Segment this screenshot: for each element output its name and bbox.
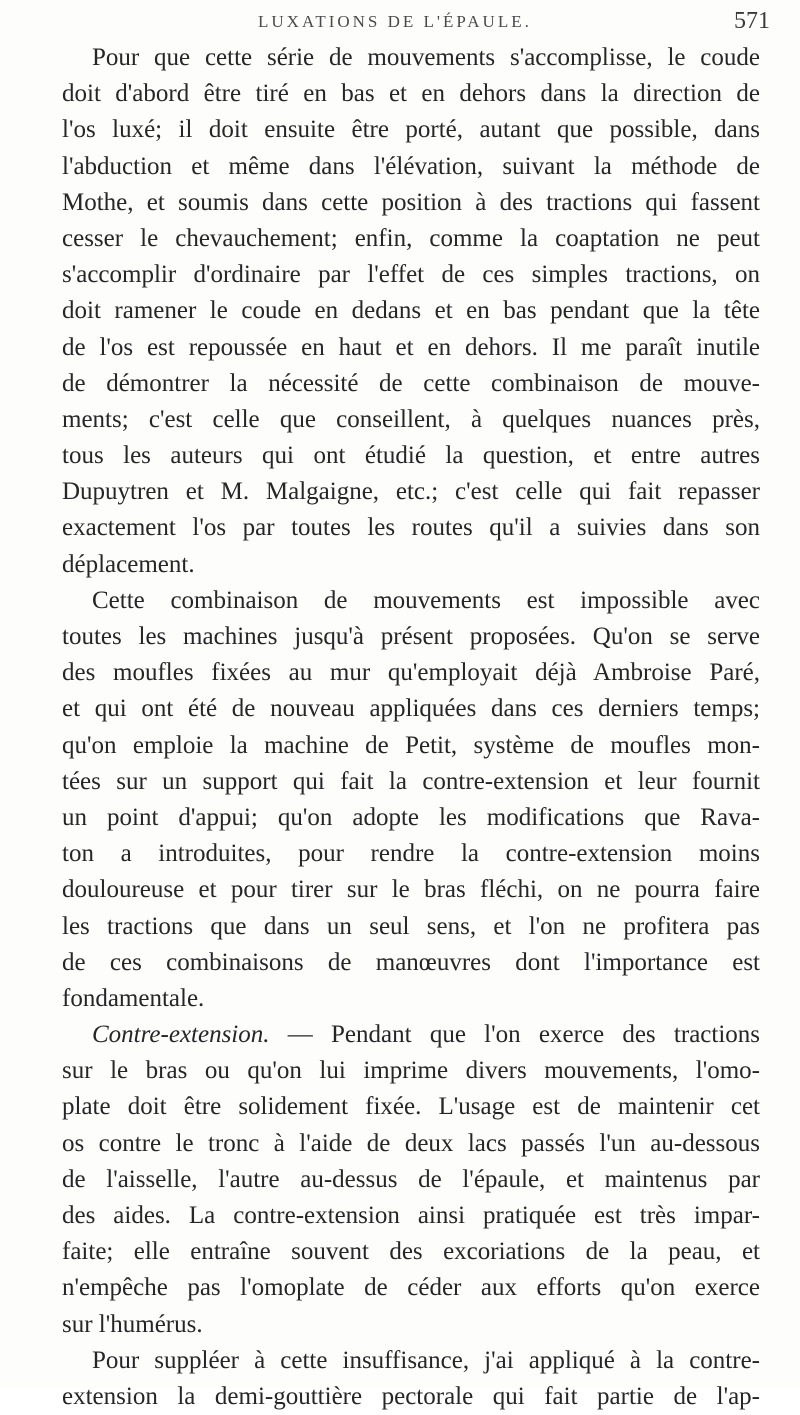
text-line: tous les auteurs qui ont étudié la question, et entre autres	[62, 442, 760, 470]
text-line: des aides. La contre-extension ainsi pratiquée est très impar-	[62, 1202, 760, 1229]
text-line: de l'os est repoussée en haut et en dehors. Il me paraît inutile	[62, 333, 760, 361]
text-line-content: — Pendant que l'on exerce des tractions	[287, 1021, 761, 1049]
text-line: Pour que cette série de mouvements s'accomplisse, le coude	[92, 44, 760, 71]
body-text	[62, 40, 760, 1415]
text-line: ton a introduites, pour rendre la contre-extension moins	[62, 840, 760, 868]
text-line: déplacement.	[62, 550, 195, 578]
text-line: de ces combinaisons de manœuvres dont l'importance est	[62, 948, 760, 976]
text-line: douloureuse et pour tirer sur le bras fléchi, on ne pourra faire	[62, 876, 760, 904]
text-line: de l'aisselle, l'autre au-dessus de l'épaule, et maintenus par	[62, 1165, 760, 1193]
text-line: faite; elle entraîne souvent des excoriations de la peau, et	[62, 1238, 760, 1266]
running-head-title: LUXATIONS DE L'ÉPAULE.	[258, 12, 532, 31]
text-line: ments; c'est celle que conseillent, à quelques nuances près,	[62, 405, 760, 433]
text-line: les tractions que dans un seul sens, et l'on ne profitera pas	[62, 912, 760, 940]
text-line: Cette combinaison de mouvements est impossible avec	[92, 586, 760, 614]
text-line: un point d'appui; qu'on adopte les modifications que Rava-	[62, 803, 760, 831]
page-number: 571	[734, 8, 770, 34]
text-line: l'abduction et même dans l'élévation, suivant la méthode de	[62, 152, 760, 180]
text-line: extension la demi-gouttière pectorale qui fait partie de l'ap-	[62, 1382, 760, 1410]
text-line: et qui ont été de nouveau appliquées dans ces derniers temps;	[62, 695, 760, 723]
text-line: doit d'abord être tiré en bas et en dehors dans la direction de	[62, 80, 760, 108]
text-line: doit ramener le coude en dedans et en bas pendant que la tête	[62, 297, 760, 325]
text-line: l'os luxé; il doit ensuite être porté, autant que possible, dans	[62, 116, 760, 144]
text-line: exactement l'os par toutes les routes qu'il a suivies dans son	[62, 514, 760, 542]
text-line: sur le bras ou qu'on lui imprime divers mouvements, l'omo-	[62, 1057, 760, 1085]
text-line: des moufles fixées au mur qu'employait déjà Ambroise Paré,	[62, 659, 760, 687]
text-line: n'empêche pas l'omoplate de céder aux efforts qu'on exerce	[62, 1274, 760, 1302]
text-line: sur l'humérus.	[62, 1310, 203, 1338]
running-head	[0, 8, 800, 38]
text-line: Dupuytren et M. Malgaigne, etc.; c'est celle qui fait repasser	[62, 478, 760, 506]
text-line: s'accomplir d'ordinaire par l'effet de ces simples tractions, on	[62, 261, 760, 289]
text-line: tées sur un support qui fait la contre-extension et leur fournit	[62, 767, 760, 795]
text-line: Pour suppléer à cette insuffisance, j'ai appliqué à la contre-	[92, 1346, 760, 1374]
text-line: os contre le tronc à l'aide de deux lacs passés l'un au-dessous	[62, 1129, 760, 1157]
text-line: Mothe, et soumis dans cette position à des tractions qui fassent	[62, 188, 760, 216]
text-line: plate doit être solidement fixée. L'usage est de maintenir cet	[62, 1093, 760, 1121]
text-line: fondamentale.	[62, 984, 205, 1012]
text-line: qu'on emploie la machine de Petit, système de moufles mon-	[62, 731, 760, 759]
text-line	[62, 1017, 760, 1053]
text-line: toutes les machines jusqu'à présent proposées. Qu'on se serve	[62, 623, 760, 650]
section-heading: Contre-extension.	[92, 1021, 270, 1049]
text-line: de démontrer la nécessité de cette combinaison de mouve-	[62, 369, 760, 397]
text-line: cesser le chevauchement; enfin, comme la coaptation ne peut	[62, 224, 760, 252]
